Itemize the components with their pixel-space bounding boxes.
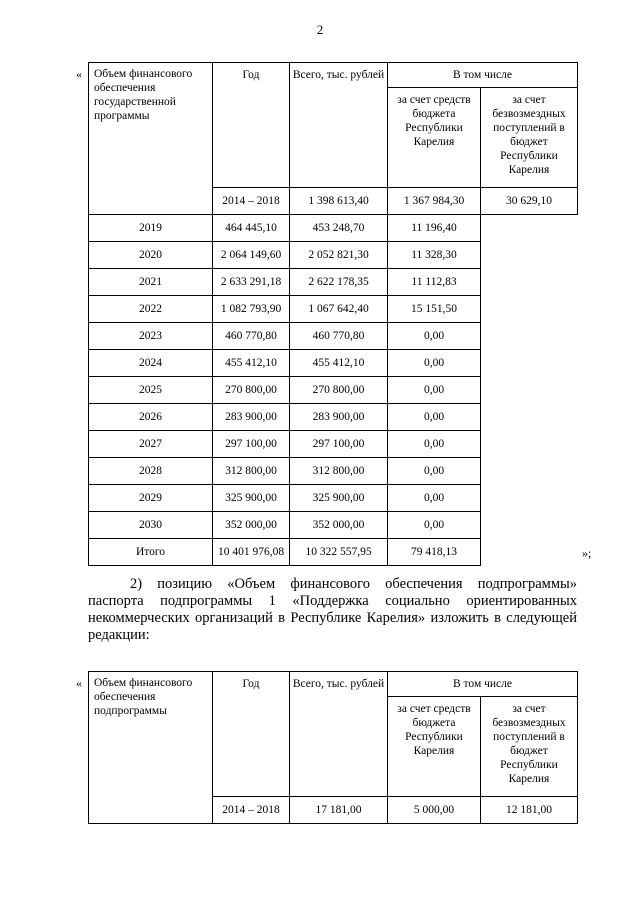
subprogram-financing-label: Объем финансового обеспечения подпрограммы xyxy=(89,672,213,824)
total-cell: 1 398 613,40 xyxy=(290,188,388,215)
free-cell: 30 629,10 xyxy=(481,188,578,215)
table-row xyxy=(89,539,578,566)
budget-cell: 312 800,00 xyxy=(290,458,388,485)
paragraph-line: паспорта подпрограммы 1 «Поддержка социально ориентированных xyxy=(88,593,577,609)
year-cell: 2029 xyxy=(89,485,213,512)
budget-cell: 453 248,70 xyxy=(290,215,388,242)
col-total-header: Всего, тыс. рублей xyxy=(290,672,388,797)
free-cell: 0,00 xyxy=(388,458,481,485)
year-cell: 2014 – 2018 xyxy=(213,188,290,215)
total-cell: 2 633 291,18 xyxy=(213,269,290,296)
free-cell: 0,00 xyxy=(388,350,481,377)
year-cell: 2028 xyxy=(89,458,213,485)
year-cell: 2022 xyxy=(89,296,213,323)
table-row xyxy=(89,296,578,323)
total-cell: 352 000,00 xyxy=(213,512,290,539)
open-quote-2: « xyxy=(76,676,82,690)
free-cell: 11 112,83 xyxy=(388,269,481,296)
paragraph-line: 2) позицию «Объем финансового обеспечения подпрограммы» xyxy=(130,576,577,592)
total-cell: 312 800,00 xyxy=(213,458,290,485)
year-cell: 2019 xyxy=(89,215,213,242)
budget-cell: 270 800,00 xyxy=(290,377,388,404)
year-cell: 2021 xyxy=(89,269,213,296)
budget-cell: 5 000,00 xyxy=(388,797,481,824)
budget-cell: 1 367 984,30 xyxy=(388,188,481,215)
year-cell: 2020 xyxy=(89,242,213,269)
table-row xyxy=(89,458,578,485)
total-cell: 10 401 976,08 xyxy=(213,539,290,566)
free-cell: 0,00 xyxy=(388,431,481,458)
free-cell: 0,00 xyxy=(388,485,481,512)
total-cell: 325 900,00 xyxy=(213,485,290,512)
total-cell: 17 181,00 xyxy=(290,797,388,824)
close-quote: »; xyxy=(582,546,592,560)
total-cell: 283 900,00 xyxy=(213,404,290,431)
budget-cell: 10 322 557,95 xyxy=(290,539,388,566)
budget-cell: 1 067 642,40 xyxy=(290,296,388,323)
total-cell: 270 800,00 xyxy=(213,377,290,404)
free-cell: 0,00 xyxy=(388,404,481,431)
budget-cell: 460 770,80 xyxy=(290,323,388,350)
table-row xyxy=(89,377,578,404)
free-cell: 11 196,40 xyxy=(388,215,481,242)
budget-cell: 2 622 178,35 xyxy=(290,269,388,296)
year-cell: 2014 – 2018 xyxy=(213,797,290,824)
year-cell: 2026 xyxy=(89,404,213,431)
col-free-header: за счет безвозмездных поступлений в бюджет Республики Карелия xyxy=(481,697,578,797)
free-cell: 0,00 xyxy=(388,323,481,350)
table-row xyxy=(89,323,578,350)
year-cell: 2024 xyxy=(89,350,213,377)
col-including-header: В том числе xyxy=(388,63,578,88)
table-row xyxy=(89,269,578,296)
budget-cell: 283 900,00 xyxy=(290,404,388,431)
free-cell: 11 328,30 xyxy=(388,242,481,269)
amendment-paragraph xyxy=(88,576,577,644)
total-cell: 1 082 793,90 xyxy=(213,296,290,323)
budget-cell: 297 100,00 xyxy=(290,431,388,458)
year-cell: 2023 xyxy=(89,323,213,350)
year-cell: Итого xyxy=(89,539,213,566)
page-number: 2 xyxy=(316,22,324,37)
table-row xyxy=(89,404,578,431)
free-cell: 0,00 xyxy=(388,377,481,404)
table-row xyxy=(89,485,578,512)
paragraph-line: редакции: xyxy=(88,627,150,643)
table-row xyxy=(89,350,578,377)
total-cell: 2 064 149,60 xyxy=(213,242,290,269)
open-quote: « xyxy=(76,67,82,81)
col-year-header: Год xyxy=(213,63,290,188)
col-budget-header: за счет средств бюджета Республики Карелия xyxy=(388,88,481,188)
budget-cell: 325 900,00 xyxy=(290,485,388,512)
paragraph-line: некоммерческих организаций в Республике Карелия» изложить в следующей xyxy=(88,610,577,626)
total-cell: 297 100,00 xyxy=(213,431,290,458)
free-cell: 12 181,00 xyxy=(481,797,578,824)
col-budget-header: за счет средств бюджета Республики Карелия xyxy=(388,697,481,797)
table-row xyxy=(89,512,578,539)
budget-cell: 352 000,00 xyxy=(290,512,388,539)
col-year-header: Год xyxy=(213,672,290,797)
financing-table-program xyxy=(88,62,578,566)
financing-table-subprogram xyxy=(88,671,578,824)
free-cell: 79 418,13 xyxy=(388,539,481,566)
col-including-header: В том числе xyxy=(388,672,578,697)
year-cell: 2027 xyxy=(89,431,213,458)
free-cell: 0,00 xyxy=(388,512,481,539)
budget-cell: 455 412,10 xyxy=(290,350,388,377)
budget-cell: 2 052 821,30 xyxy=(290,242,388,269)
total-cell: 455 412,10 xyxy=(213,350,290,377)
table-row xyxy=(89,242,578,269)
free-cell: 15 151,50 xyxy=(388,296,481,323)
total-cell: 460 770,80 xyxy=(213,323,290,350)
col-total-header: Всего, тыс. рублей xyxy=(290,63,388,188)
year-cell: 2030 xyxy=(89,512,213,539)
total-cell: 464 445,10 xyxy=(213,215,290,242)
table-row xyxy=(89,431,578,458)
program-financing-label: Объем финансового обеспечения государственной программы xyxy=(89,63,213,215)
table-row xyxy=(89,215,578,242)
col-free-header: за счет безвозмездных поступлений в бюджет Республики Карелия xyxy=(481,88,578,188)
year-cell: 2025 xyxy=(89,377,213,404)
